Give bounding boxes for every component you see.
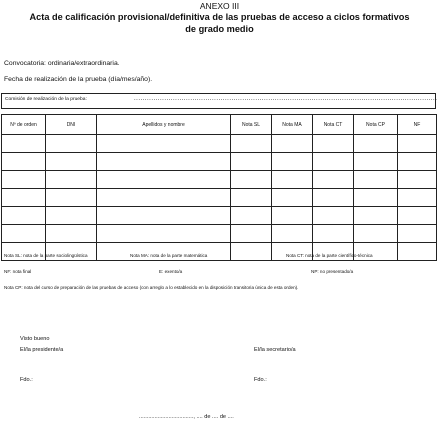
table-cell — [2, 207, 46, 225]
table-cell — [354, 189, 398, 207]
table-cell — [272, 135, 313, 153]
fdo-right-label: Fdo.: — [254, 377, 267, 383]
document-title-line2: de grado medio — [185, 24, 254, 34]
fecha-line: Fecha de realización de la prueba (día/mes/año). — [4, 76, 153, 83]
table-cell — [97, 189, 231, 207]
table-cell — [46, 189, 97, 207]
table-cell — [97, 207, 231, 225]
table-body — [2, 135, 437, 261]
table-cell — [46, 135, 97, 153]
table-cell — [354, 225, 398, 243]
table-cell — [398, 207, 437, 225]
col-header-orden: Nº de orden — [2, 115, 46, 135]
table-cell — [231, 135, 272, 153]
table-cell — [2, 153, 46, 171]
presidente-label: El/la presidente/a — [20, 347, 64, 353]
table-cell — [313, 207, 354, 225]
table-cell — [46, 225, 97, 243]
table-cell — [313, 153, 354, 171]
table-cell — [398, 243, 437, 261]
table-cell — [97, 135, 231, 153]
legend-ma: Nota MA: nota de la parte matemática — [130, 253, 208, 258]
table-cell — [398, 135, 437, 153]
table-cell — [2, 225, 46, 243]
table-cell — [2, 189, 46, 207]
table-row — [2, 153, 437, 171]
table-cell — [354, 207, 398, 225]
table-cell — [354, 135, 398, 153]
table-cell — [272, 171, 313, 189]
table-cell — [272, 225, 313, 243]
comision-fill-line: ............................................................................................................................................ — [134, 96, 438, 102]
table-cell — [231, 189, 272, 207]
table-row — [2, 207, 437, 225]
table-cell — [97, 225, 231, 243]
table-cell — [313, 171, 354, 189]
legend-e: E: exento/a — [159, 269, 183, 274]
table-cell — [398, 189, 437, 207]
table-cell — [46, 171, 97, 189]
table-header-row — [2, 115, 437, 135]
document-title-line1: Acta de calificación provisional/definitiva de las pruebas de acceso a ciclos formativos — [29, 12, 410, 22]
table-cell — [97, 153, 231, 171]
col-header-nota-ct: Nota CT — [313, 115, 354, 135]
comision-label: Comisión de realización de la prueba: — [5, 97, 87, 102]
table-cell — [272, 189, 313, 207]
table-cell — [2, 171, 46, 189]
col-header-nota-sl: Nota SL — [231, 115, 272, 135]
comision-box — [1, 93, 436, 109]
table-row — [2, 225, 437, 243]
table-cell — [231, 225, 272, 243]
table-cell — [398, 171, 437, 189]
table-cell — [354, 171, 398, 189]
table-cell — [46, 207, 97, 225]
table-cell — [46, 153, 97, 171]
table-cell — [272, 153, 313, 171]
table-cell — [313, 189, 354, 207]
table-cell — [313, 135, 354, 153]
table-cell — [231, 207, 272, 225]
table-cell — [398, 225, 437, 243]
legend-ct: Nota CT: nota de la parte científico-técnica — [286, 253, 373, 258]
col-header-nota-ma: Nota MA — [272, 115, 313, 135]
convocatoria-line: Convocatoria: ordinaria/extraordinaria. — [4, 60, 120, 67]
annex-label: ANEXO III — [199, 1, 240, 11]
legend-cp: Nota CP: nota del curso de preparación de las pruebas de acceso (con arreglo a lo establecido en la disposición transitoria única de esta orden). — [4, 285, 299, 290]
place-date-line: ..................................., .... de .... de .... — [139, 414, 234, 420]
fdo-left-label: Fdo.: — [20, 377, 33, 383]
table-cell — [313, 225, 354, 243]
table-cell — [231, 171, 272, 189]
legend-nf: NF: nota final — [4, 269, 32, 274]
secretario-label: El/la secretario/a — [254, 347, 296, 353]
col-header-nota-cp: Nota CP — [354, 115, 398, 135]
table-row — [2, 135, 437, 153]
col-header-dni: DNI — [46, 115, 97, 135]
visto-bueno-label: Visto bueno — [20, 336, 50, 342]
table-cell — [354, 153, 398, 171]
table-cell — [231, 153, 272, 171]
legend-np: NP: no presentado/a — [311, 269, 354, 274]
table-cell — [272, 207, 313, 225]
table-row — [2, 171, 437, 189]
table-cell — [2, 135, 46, 153]
table-cell — [398, 153, 437, 171]
col-header-apellidos: Apellidos y nombre — [97, 115, 231, 135]
table-row — [2, 189, 437, 207]
legend-sl: Nota SL: nota de la parte sociolingüística — [4, 253, 88, 258]
col-header-nf: NF — [398, 115, 437, 135]
table-cell — [231, 243, 272, 261]
table-cell — [97, 171, 231, 189]
grades-table — [1, 114, 437, 261]
